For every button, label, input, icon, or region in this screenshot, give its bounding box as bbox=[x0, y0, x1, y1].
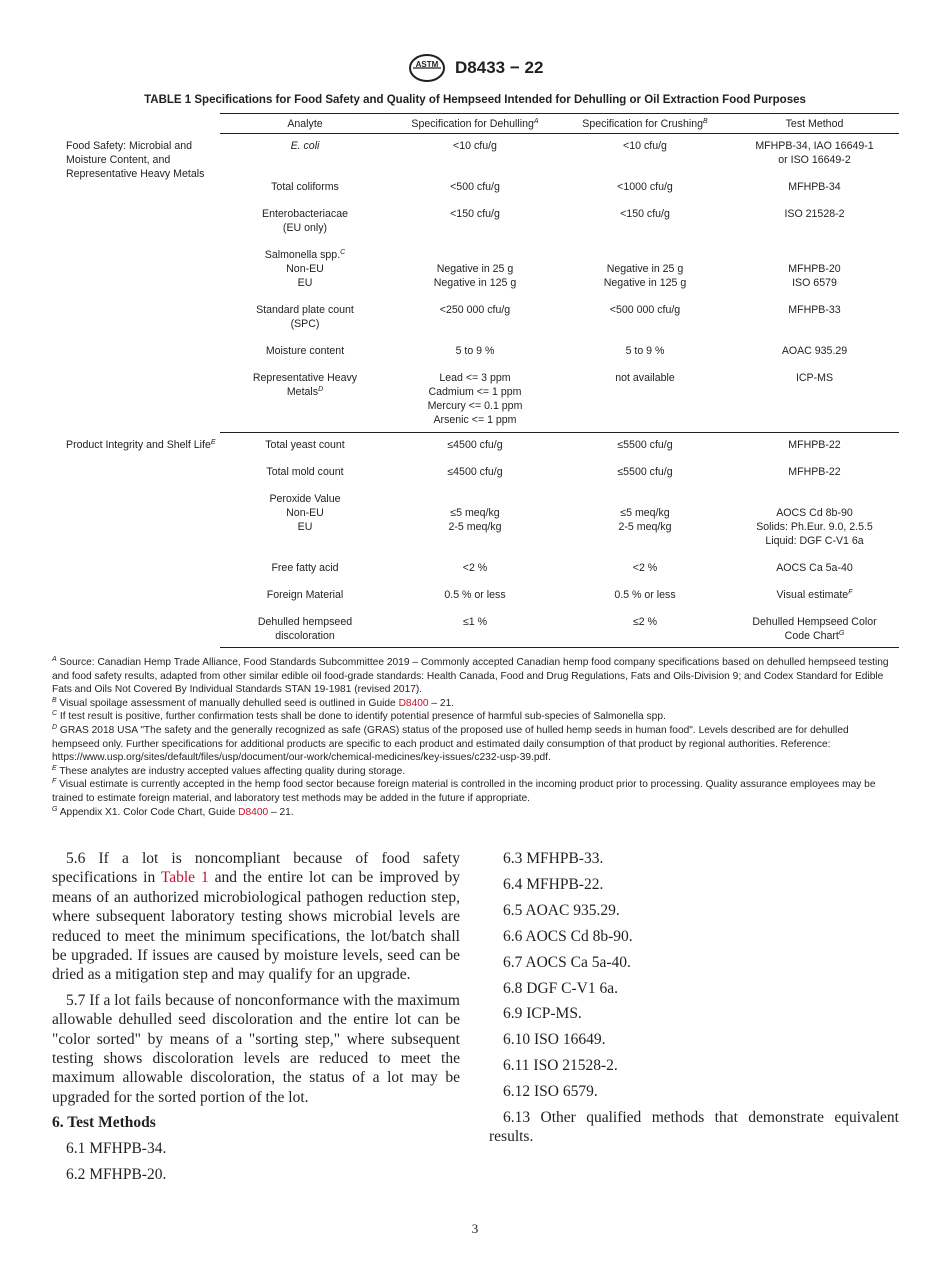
crushing-cell: ≤5500 cfu/g bbox=[617, 439, 673, 451]
analyte-line: EU bbox=[297, 277, 313, 289]
footnote-text: GRAS 2018 USA "The safety and the generally recognized as safe (GRAS) status of the proposed use of hulled hemp seeds in human food". Levels described are for dehulled hempseed only. Further specifications for additional products are specific to each product and estimated daily consumption of that product by regional authorities. Reference: https://www.usp.org/sites/default/files/usp/document/our-work/chemical-medicines/key-issues/c232-usp-39.pdf. bbox=[52, 724, 849, 764]
analyte-label: Salmonella spp. bbox=[264, 249, 341, 261]
analyte-cell: Foreign Material bbox=[266, 589, 344, 601]
footnote bbox=[52, 806, 899, 820]
crushing-cell: <1000 cfu/g bbox=[617, 181, 673, 193]
analyte-line: Peroxide Value bbox=[269, 493, 341, 505]
method-line: AOCS Cd 8b-90 bbox=[776, 507, 853, 519]
dehulling-line: Negative in 125 g bbox=[433, 277, 517, 289]
footnote bbox=[52, 724, 899, 765]
analyte-line: Standard plate count bbox=[256, 304, 354, 316]
footnote-text: These analytes are industry accepted values affecting quality during storage. bbox=[59, 765, 406, 777]
analyte-cell bbox=[220, 371, 390, 433]
astm-logo-icon bbox=[407, 53, 447, 83]
analyte-line: (SPC) bbox=[290, 318, 320, 330]
analyte-cell: Total coliforms bbox=[271, 181, 339, 193]
method-cell bbox=[730, 134, 899, 181]
method-label: Code Chart bbox=[784, 630, 839, 642]
crushing-cell: ≤2 % bbox=[560, 615, 730, 648]
paragraph-6-13: 6.13 Other qualified methods that demonstrate equivalent results. bbox=[489, 1109, 899, 1146]
section-6-heading: 6. Test Methods bbox=[52, 1114, 156, 1132]
analyte-cell: Total mold count bbox=[266, 466, 344, 478]
footnote-text: Appendix X1. Color Code Chart, Guide bbox=[59, 806, 239, 818]
footnote-tail: – 21. bbox=[268, 806, 294, 818]
dehulling-line: Mercury <= 0.1 ppm bbox=[427, 400, 523, 412]
crushing-cell: not available bbox=[560, 371, 730, 433]
method-item: 6.10 ISO 16649. bbox=[503, 1031, 606, 1049]
crushing-line: Negative in 125 g bbox=[603, 277, 687, 289]
method-item: 6.11 ISO 21528-2. bbox=[503, 1057, 618, 1075]
method-cell bbox=[730, 588, 899, 615]
analyte-cell bbox=[220, 492, 390, 561]
footnote-mark: A bbox=[52, 656, 57, 663]
method-line: or ISO 16649-2 bbox=[778, 154, 851, 166]
method-line: Solids: Ph.Eur. 9.0, 2.5.5 bbox=[756, 521, 873, 533]
header-blank bbox=[52, 114, 220, 134]
method-cell: MFHPB-33 bbox=[788, 304, 841, 316]
dehulling-cell: ≤4500 cfu/g bbox=[447, 466, 503, 478]
footnote-text: If test result is positive, further confirmation tests shall be done to identify potential presence of harmful sub-species of Salmonella spp. bbox=[59, 711, 666, 723]
analyte-line: Enterobacteriacae bbox=[262, 208, 348, 220]
method-line: MFHPB-20 bbox=[788, 263, 841, 275]
method-item: 6.3 MFHPB-33. bbox=[503, 850, 604, 867]
analyte-line bbox=[224, 248, 386, 262]
dehulling-cell: ≤1 % bbox=[390, 615, 560, 648]
footnote bbox=[52, 778, 899, 805]
method-item: 6.4 MFHPB-22. bbox=[503, 875, 604, 893]
method-item: 6.12 ISO 6579. bbox=[503, 1083, 598, 1101]
analyte-cell bbox=[220, 207, 390, 248]
analyte-line: Dehulled hempseed bbox=[257, 616, 353, 628]
method-line: Liquid: DGF C-V1 6a bbox=[765, 535, 864, 547]
method-cell: MFHPB-22 bbox=[788, 439, 841, 451]
astm-logo-text: ASTM bbox=[415, 60, 438, 69]
analyte-cell bbox=[220, 615, 390, 648]
paragraph-text: and the entire lot can be improved by means of an authorized microbiological pathogen reduction step, where subsequent laboratory testing shows microbial levels are reduced to meet the minimum specifications, the lot/batch shall be upgraded. If issues are caused by moisture levels, seed can be dried as a mitigation step and may qualify for an upgrade. bbox=[52, 869, 461, 984]
analyte-cell: E. coli bbox=[290, 140, 320, 152]
analyte-cell: Free fatty acid bbox=[271, 562, 339, 574]
crushing-cell bbox=[560, 248, 730, 303]
footnote-mark: C bbox=[52, 710, 58, 718]
table-row bbox=[52, 433, 899, 466]
analyte-line: Non-EU bbox=[286, 507, 324, 519]
analyte-cell bbox=[220, 303, 390, 344]
paragraph-5-6 bbox=[52, 849, 460, 985]
paragraph-text: 5.6 If a lot is noncompliant because of food safety specifications in bbox=[52, 850, 460, 887]
spec-table bbox=[52, 113, 899, 648]
method-cell: MFHPB-22 bbox=[788, 466, 841, 478]
footnote-ref: G bbox=[838, 630, 845, 637]
dehulling-cell bbox=[390, 492, 560, 561]
footnote bbox=[52, 710, 899, 724]
analyte-cell: Total yeast count bbox=[265, 439, 345, 451]
table-1-link[interactable]: Table 1 bbox=[160, 869, 209, 887]
method-item: 6.1 MFHPB-34. bbox=[66, 1139, 167, 1157]
analyte-line: Representative Heavy bbox=[252, 372, 358, 384]
footnote bbox=[52, 765, 899, 779]
method-cell: ICP-MS bbox=[730, 371, 899, 433]
method-cell bbox=[730, 492, 899, 561]
method-item: 6.5 AOAC 935.29. bbox=[503, 901, 620, 919]
dehulling-line: Cadmium <= 1 ppm bbox=[428, 386, 522, 398]
crushing-cell: <2 % bbox=[632, 562, 658, 574]
method-cell: AOCS Ca 5a-40 bbox=[776, 562, 853, 574]
crushing-line: ≤5 meq/kg bbox=[620, 507, 670, 519]
method-line bbox=[734, 629, 895, 643]
crushing-cell: <150 cfu/g bbox=[620, 208, 670, 220]
method-label: Visual estimate bbox=[776, 589, 849, 601]
page-number: 3 bbox=[471, 1221, 479, 1236]
dehulling-cell: <2 % bbox=[462, 562, 488, 574]
analyte-line: Non-EU bbox=[286, 263, 324, 275]
body-right-column bbox=[489, 849, 899, 1153]
analyte-line: discoloration bbox=[275, 630, 335, 642]
dehulling-line: Lead <= 3 ppm bbox=[439, 372, 511, 384]
method-item: 6.8 DGF C-V1 6a. bbox=[503, 979, 618, 997]
table-row bbox=[52, 134, 899, 181]
body-left-column bbox=[52, 849, 460, 1191]
paragraph-5-7: 5.7 If a lot fails because of nonconformance with the maximum allowable dehulled seed discoloration and the entire lot can be "color sorted" by means of a "sorting step," where subsequent testing shows discoloration levels are reduced to meet the maximum allowable discoloration, the status of a lot may be upgraded for the sorted portion of the lot. bbox=[52, 991, 460, 1106]
crushing-cell: ≤5500 cfu/g bbox=[617, 466, 673, 478]
crushing-line: 2-5 meq/kg bbox=[618, 521, 672, 533]
analyte-label: Metals bbox=[286, 386, 319, 398]
dehulling-cell: <150 cfu/g bbox=[450, 208, 500, 220]
analyte-line: EU bbox=[297, 521, 313, 533]
dehulling-cell bbox=[390, 248, 560, 303]
dehulling-line: Negative in 25 g bbox=[436, 263, 514, 275]
table-header-row bbox=[52, 114, 899, 134]
header-crushing bbox=[560, 114, 730, 134]
footnote-mark: B bbox=[52, 696, 57, 704]
method-cell bbox=[730, 615, 899, 648]
method-item: 6.7 AOCS Ca 5a-40. bbox=[503, 953, 631, 971]
dehulling-line: Arsenic <= 1 ppm bbox=[433, 414, 517, 426]
crushing-line: Negative in 25 g bbox=[606, 263, 684, 275]
dehulling-line: 2-5 meq/kg bbox=[448, 521, 502, 533]
analyte-line bbox=[224, 385, 386, 399]
footnote-ref: F bbox=[848, 589, 853, 596]
category-label: Product Integrity and Shelf Life bbox=[66, 438, 211, 451]
method-line: MFHPB-34, IAO 16649-1 bbox=[755, 140, 874, 152]
footnote-mark: E bbox=[52, 764, 57, 772]
d8400-link[interactable]: D8400 bbox=[238, 806, 269, 818]
table-footnotes bbox=[52, 656, 899, 819]
page-header bbox=[0, 53, 950, 85]
footnote bbox=[52, 697, 899, 711]
d8400-link[interactable]: D8400 bbox=[398, 697, 429, 709]
footnote-mark: D bbox=[52, 723, 58, 731]
dehulling-cell: <500 cfu/g bbox=[450, 181, 500, 193]
method-item: 6.2 MFHPB-20. bbox=[66, 1165, 167, 1183]
method-cell: AOAC 935.29 bbox=[781, 345, 848, 357]
footnote-text: Visual spoilage assessment of manually dehulled seed is outlined in Guide bbox=[59, 697, 399, 709]
method-cell: ISO 21528-2 bbox=[784, 208, 845, 220]
dehulling-cell: 5 to 9 % bbox=[455, 345, 495, 357]
method-item: 6.6 AOCS Cd 8b-90. bbox=[503, 927, 633, 945]
footnote-ref: C bbox=[340, 249, 346, 256]
category-food-safety: Food Safety: Microbial and Moisture Content, and Representative Heavy Metals bbox=[66, 139, 205, 180]
analyte-cell: Moisture content bbox=[265, 345, 345, 357]
footnote-text: Source: Canadian Hemp Trade Alliance, Food Standards Subcommittee 2019 – Commonly accepted Canadian hemp food company specifications based on dehulled hempseed testing and food safety results, adapted from other similar edible oil food-grade standards: Health Canada, Food and Drug Regulations, Fats and Oils-Division 9; and Codex Standard for Edible Fats and Oils Not Covered By Individual Standards STAN 19-1981 (revised 2017). bbox=[52, 657, 889, 696]
footnote bbox=[52, 656, 899, 697]
analyte-cell bbox=[220, 248, 390, 303]
header-dehulling-label: Specification for Dehulling bbox=[411, 118, 534, 130]
table-title: TABLE 1 Specifications for Food Safety and Quality of Hempseed Intended for Dehulling or Oil Extraction Food Purposes bbox=[144, 94, 806, 106]
dehulling-cell: ≤4500 cfu/g bbox=[447, 439, 503, 451]
category-product-integrity bbox=[52, 433, 220, 648]
dehulling-cell: 0.5 % or less bbox=[444, 589, 506, 601]
crushing-cell: 5 to 9 % bbox=[625, 345, 665, 357]
footnote-text: Visual estimate is currently accepted in the hemp food sector because foreign material is controlled in the incoming product prior to processing. Quality assurance employees may be trained to estimate foreign material, and laboratory test methods may be added in the future if appropriate. bbox=[52, 779, 876, 804]
header-analyte: Analyte bbox=[220, 114, 390, 134]
dehulling-cell: <10 cfu/g bbox=[453, 140, 497, 152]
method-cell bbox=[730, 248, 899, 303]
method-cell: MFHPB-34 bbox=[788, 181, 841, 193]
footnote-mark: G bbox=[52, 805, 58, 813]
dehulling-line: ≤5 meq/kg bbox=[450, 507, 500, 519]
footnote-ref: A bbox=[533, 118, 539, 125]
designation: D8433 − 22 bbox=[455, 58, 544, 77]
method-line: ISO 6579 bbox=[792, 277, 837, 289]
footnote-ref: B bbox=[703, 118, 708, 125]
header-crushing-label: Specification for Crushing bbox=[582, 118, 704, 130]
analyte-line: (EU only) bbox=[282, 222, 328, 234]
crushing-cell: <10 cfu/g bbox=[623, 140, 667, 152]
footnote-ref: D bbox=[318, 386, 324, 393]
footnote-ref: E bbox=[210, 438, 216, 446]
header-method: Test Method bbox=[730, 114, 899, 134]
footnote-mark: F bbox=[52, 778, 57, 786]
footnote-tail: – 21. bbox=[428, 697, 455, 709]
dehulling-cell bbox=[390, 371, 560, 433]
crushing-cell: 0.5 % or less bbox=[614, 589, 676, 601]
header-dehulling bbox=[390, 114, 560, 134]
method-item: 6.9 ICP-MS. bbox=[503, 1005, 582, 1023]
crushing-cell: <500 000 cfu/g bbox=[609, 304, 681, 316]
dehulling-cell: <250 000 cfu/g bbox=[439, 304, 511, 316]
method-line: Dehulled Hempseed Color bbox=[752, 616, 877, 628]
crushing-cell bbox=[560, 492, 730, 561]
